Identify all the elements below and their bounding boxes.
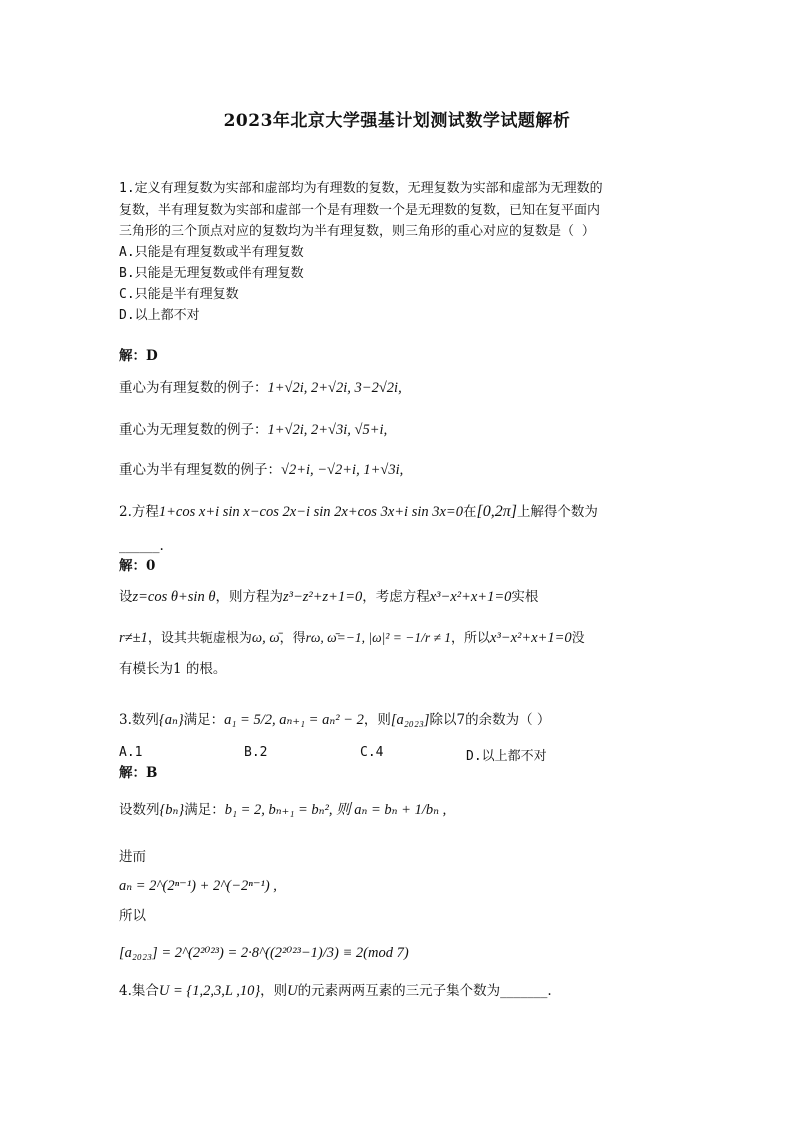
q2-equation: 1+cos x+i sin x−cos 2x−i sin 2x+cos 3x+i sin 3x=0 [158, 504, 463, 520]
q2-sol-a6: x³−x²+x+1=0 [429, 589, 512, 605]
q1-option-a: A.只能是有理复数或半有理复数 [119, 245, 304, 260]
q1-stem-line-1: 1.定义有理复数为实部和虚部均为有理数的复数，无理复数为实部和虚部为无理数的 [119, 181, 603, 196]
page-title: 2023年北京大学强基计划测试数学试题解析 [223, 111, 571, 131]
q4-stem-mid: ，则 [260, 983, 288, 999]
q1-sol1-math: 1+√2i, 2+√2i, 3−2√2i, [267, 380, 402, 396]
q4-stem [119, 981, 552, 1001]
q4-stem-post: 的元素两两互素的三元子集个数为_______. [297, 983, 552, 999]
q1-solution-line-2 [119, 420, 387, 440]
q1-solution-line-3 [119, 460, 403, 480]
q1-option-d: D.以上都不对 [119, 308, 200, 323]
q1-sol1-label: 重心为有理复数的例子： [119, 380, 268, 396]
q1-sol3-label: 重心为半有理复数的例子： [119, 462, 281, 478]
q2-sol-a7: 实根 [511, 589, 539, 605]
q3-stem-post: 除以7的余数为（ ） [429, 712, 551, 728]
q2-answer: 解：0 [119, 558, 156, 574]
q3-stem-pre: 3.数列 [119, 712, 159, 728]
q3-sol1-relation: b₁ = 2, bₙ₊₁ = bₙ², 则 aₙ = bₙ + 1/bₙ , [224, 802, 447, 818]
q3-solution-line-1 [119, 800, 446, 820]
q2-sol-b3: ω, ω̄ [251, 630, 280, 646]
q2-solution-line-1 [119, 587, 538, 607]
q2-stem-post: 上解得个数为 [516, 504, 598, 520]
q2-solution-line-2 [119, 628, 585, 649]
q3-sequence: {aₙ} [158, 712, 184, 728]
q1-sol2-math: 1+√2i, 2+√3i, √5+i, [267, 422, 388, 438]
q2-sol-a3: ，则方程为 [215, 589, 283, 605]
q2-sol-a5: ，考虑方程 [362, 589, 430, 605]
q2-stem-pre: 2.方程 [119, 504, 159, 520]
q2-sol-b8: 没 [571, 631, 585, 646]
q3-sol1-pre: 设数列 [119, 802, 160, 818]
q2-blank: ______. [119, 538, 164, 554]
q3-floor-term: [a₂₀₂₃] [390, 712, 430, 728]
q2-stem [119, 502, 598, 522]
q1-solution-line-1 [119, 378, 402, 398]
q1-stem-line-2: 复数，半有理复数为实部和虚部一个是有理数一个是无理数的复数，已知在复平面内 [119, 203, 601, 218]
q2-sol-b4: ，得 [279, 631, 306, 646]
q3-sol1-seq: {bₙ} [159, 802, 185, 818]
q1-option-b: B.只能是无理复数或伴有理复数 [119, 266, 304, 281]
q2-sol-a2: z=cos θ+sin θ [132, 589, 216, 605]
q4-set-symbol: U [287, 983, 298, 999]
q4-set: U = {1,2,3,L ,10} [158, 983, 261, 999]
q2-interval: [0,2π] [476, 503, 517, 520]
q2-sol-b6: ，所以 [451, 631, 491, 646]
q3-solution-line-2: 进而 [119, 849, 146, 865]
q3-option-a: A.1 [119, 745, 143, 760]
q1-sol3-math: √2+i, −√2+i, 1+√3i, [281, 462, 404, 478]
q3-solution-line-5: [a₂₀₂₃] = 2^(2²⁰²³) = 2·8^((2²⁰²³−1)/3) ≡ 2(mod 7) [119, 945, 409, 961]
q2-sol-b7: x³−x²+x+1=0 [490, 630, 572, 646]
q1-stem-line-3: 三角形的三个顶点对应的复数均为半有理复数，则三角形的重心对应的复数是（ ） [119, 224, 595, 239]
q2-sol-b2: ，设其共轭虚根为 [147, 631, 252, 646]
q4-stem-pre: 4.集合 [119, 983, 159, 999]
q3-stem [119, 710, 550, 730]
q3-recurrence: a₁ = 5/2, aₙ₊₁ = aₙ² − 2 [224, 712, 364, 728]
q3-option-b: B.2 [244, 745, 268, 760]
q2-sol-b5: rω, ω̄=−1, |ω|² = −1/r ≠ 1 [305, 630, 451, 645]
q2-sol-b1: r≠±1 [119, 630, 148, 646]
q3-stem-mid: 满足： [183, 712, 225, 728]
q1-option-c: C.只能是半有理复数 [119, 287, 239, 302]
q2-stem-mid: 在 [462, 504, 477, 520]
q1-sol2-label: 重心为无理复数的例子： [119, 422, 268, 438]
q3-answer: 解：B [119, 765, 158, 781]
q1-answer: 解：D [119, 348, 158, 364]
q2-solution-line-3: 有模长为1 的根。 [119, 661, 227, 677]
q3-solution-line-4: 所以 [119, 908, 146, 924]
q3-sol1-mid: 满足： [184, 802, 225, 818]
q3-option-c: C.4 [360, 745, 384, 760]
q2-sol-a1: 设 [119, 589, 133, 605]
q3-solution-line-3: aₙ = 2^(2ⁿ⁻¹) + 2^(−2ⁿ⁻¹) , [119, 878, 277, 894]
q2-sol-a4: z³−z²+z+1=0 [282, 589, 363, 605]
q3-option-d: D.以上都不对 [466, 749, 547, 764]
q3-stem-mid2: ，则 [363, 712, 391, 728]
